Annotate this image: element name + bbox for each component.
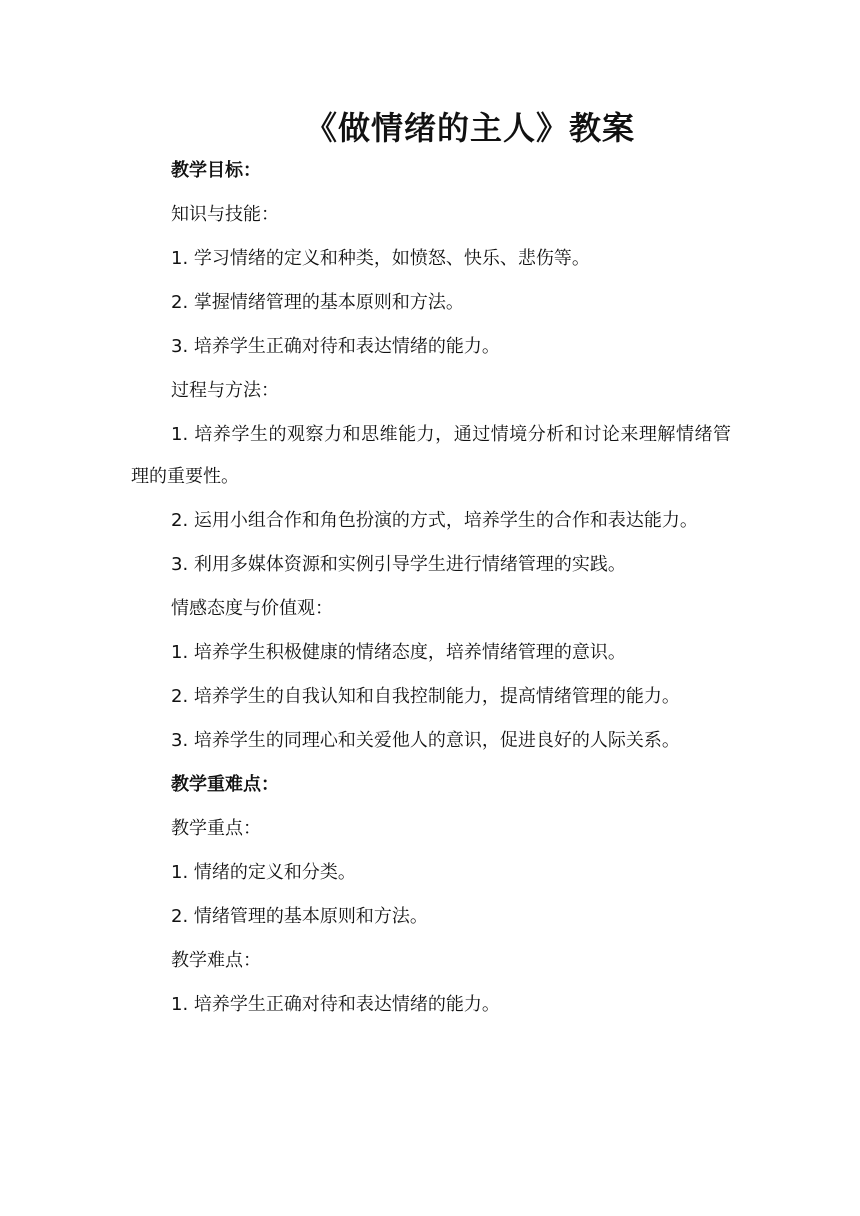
section-teaching-objectives [131,159,731,753]
group-label: 过程与方法： [171,380,279,401]
list-item: 2. 情绪管理的基本原则和方法。 [171,906,428,927]
group-label: 教学重点： [171,818,261,839]
list-item: 2. 培养学生的自我认知和自我控制能力，提高情绪管理的能力。 [171,686,680,707]
section-heading: 教学目标： [171,160,261,181]
list-item: 3. 利用多媒体资源和实例引导学生进行情绪管理的实践。 [171,554,626,575]
document-title: 《做情绪的主人》教案 [304,109,635,147]
list-item: 1. 培养学生积极健康的情绪态度，培养情绪管理的意识。 [171,642,626,663]
list-item: 1. 培养学生的观察力和思维能力，通过情境分析和讨论来理解情绪管理的重要性。 [131,424,731,487]
list-item: 3. 培养学生正确对待和表达情绪的能力。 [171,336,500,357]
document-page [131,103,731,1037]
list-item: 1. 学习情绪的定义和种类，如愤怒、快乐、悲伤等。 [171,248,590,269]
list-item: 1. 培养学生正确对待和表达情绪的能力。 [171,994,500,1015]
group-label: 知识与技能： [171,204,279,225]
document-body [131,159,731,1017]
list-item: 3. 培养学生的同理心和关爱他人的意识，促进良好的人际关系。 [171,730,680,751]
list-item: 1. 情绪的定义和分类。 [171,862,356,883]
section-key-difficult-points [131,773,731,1017]
list-item: 2. 运用小组合作和角色扮演的方式，培养学生的合作和表达能力。 [171,510,698,531]
list-item: 2. 掌握情绪管理的基本原则和方法。 [171,292,464,313]
section-heading: 教学重难点： [171,774,279,795]
group-label: 情感态度与价值观： [171,598,333,619]
group-label: 教学难点： [171,950,261,971]
